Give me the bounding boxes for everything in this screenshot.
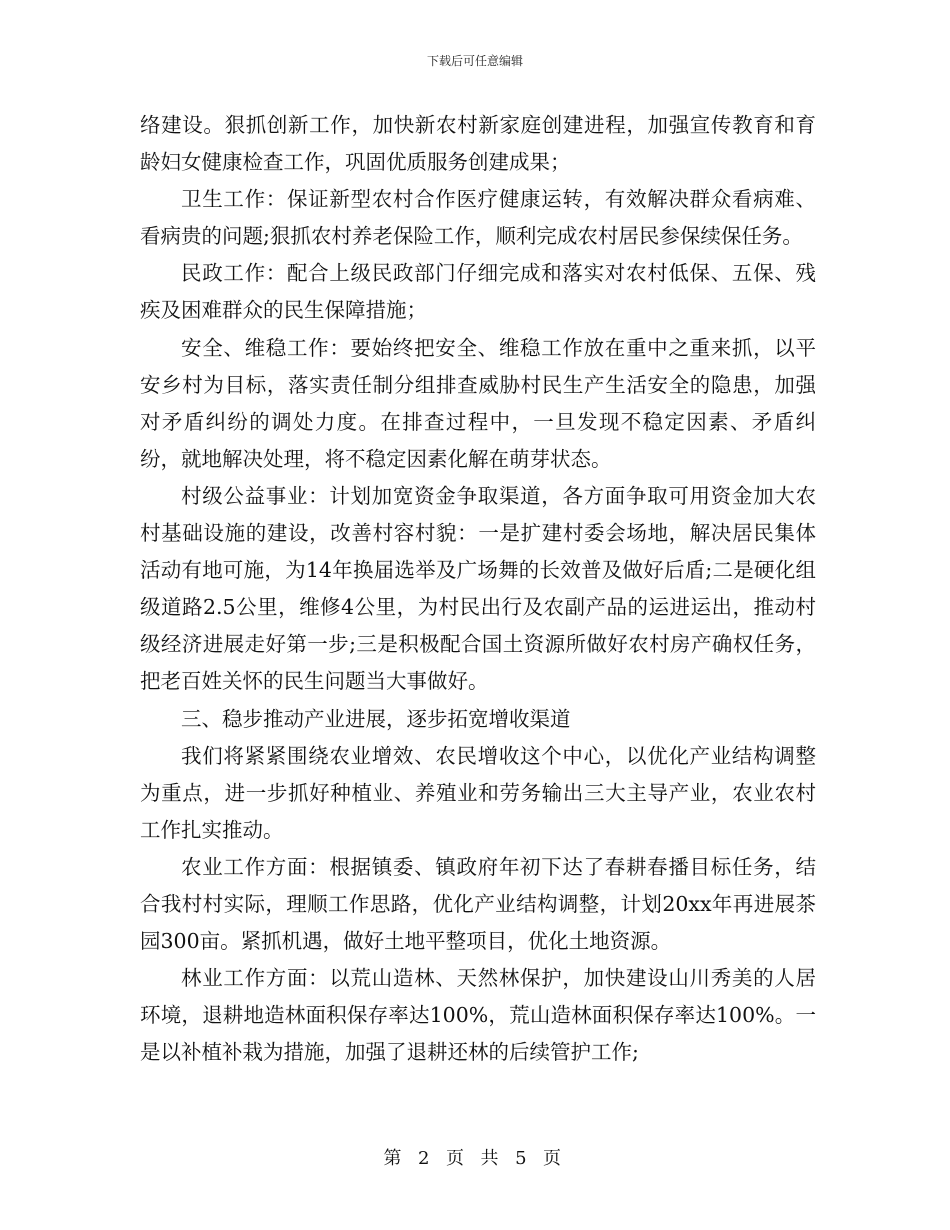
page-header: 下载后可任意编辑	[426, 54, 523, 68]
page-footer: 第 2 页 共 5 页	[383, 1148, 567, 1169]
paragraph: 我们将紧紧围绕农业增效、农民增收这个中心，以优化产业结构调整为重点，进一步抓好种植业、养殖业和劳务输出三大主导产业，农业农村工作扎实推动。	[140, 743, 816, 842]
paragraph: 民政工作：配合上级民政部门仔细完成和落实对农村低保、五保、残疾及困难群众的民生保障措施；	[140, 261, 816, 323]
paragraph: 村级公益事业：计划加宽资金争取渠道，各方面争取可用资金加大农村基础设施的建设，改善村容村貌：一是扩建村委会场地，解决居民集体活动有地可施，为14年换届选举及广场舞的长效普及做好后盾;二是硬化组级道路2.5公里，维修4公里，为村民出行及农副产品的运进运出，推动村级经济进展走好第一步;三是积极配合国土资源所做好农村房产确权任务，把老百姓关怀的民生问题当大事做好。	[140, 483, 816, 694]
paragraph: 农业工作方面：根据镇委、镇政府年初下达了春耕春播目标任务，结合我村村实际，理顺工作思路，优化产业结构调整，计划20xx年再进展茶园300亩。紧抓机遇，做好土地平整项目，优化土地资源。	[140, 854, 816, 954]
document-body	[140, 107, 816, 1071]
paragraph: 安全、维稳工作：要始终把安全、维稳工作放在重中之重来抓，以平安乡村为目标，落实责任制分组排查威胁村民生产生活安全的隐患，加强对矛盾纠纷的调处力度。在排查过程中，一旦发现不稳定因素、矛盾纠纷，就地解决处理，将不稳定因素化解在萌芽状态。	[140, 335, 816, 471]
paragraph: 林业工作方面：以荒山造林、天然林保护，加快建设山川秀美的人居环境，退耕地造林面积保存率达100%，荒山造林面积保存率达100%。一是以补植补栽为措施，加强了退耕还林的后续管护工作;	[140, 966, 816, 1065]
paragraph: 络建设。狠抓创新工作，加快新农村新家庭创建进程，加强宣传教育和育龄妇女健康检查工作，巩固优质服务创建成果；	[140, 113, 816, 175]
paragraph: 卫生工作：保证新型农村合作医疗健康运转，有效解决群众看病难、看病贵的问题;狠抓农村养老保险工作，顺利完成农村居民参保续保任务。	[140, 187, 816, 249]
section-heading: 三、稳步推动产业进展，逐步拓宽增收渠道	[181, 706, 571, 731]
